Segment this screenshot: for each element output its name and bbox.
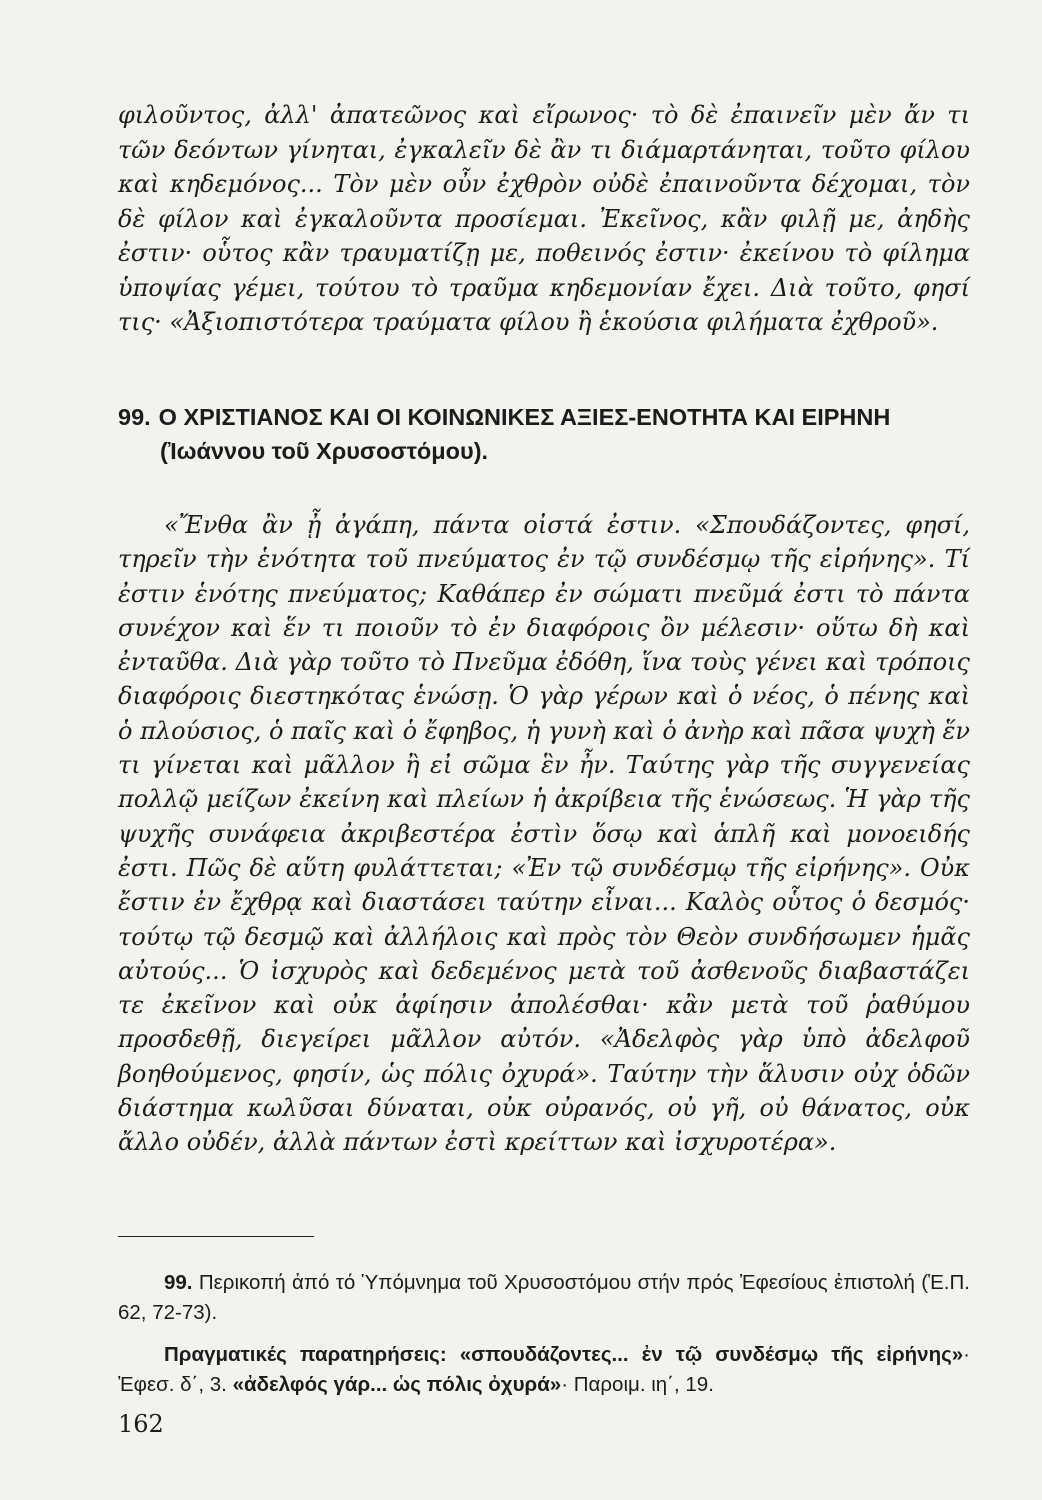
- footnote-divider: [118, 1236, 314, 1237]
- opening-paragraph-block: [118, 98, 970, 340]
- section-heading: [118, 400, 970, 468]
- section-number: 99.: [118, 404, 151, 430]
- main-passage-block: [118, 508, 970, 1160]
- footnote-number: 99.: [164, 1271, 193, 1294]
- section-title: Ο ΧΡΙΣΤΙΑΝΟΣ ΚΑΙ ΟΙ ΚΟΙΝΩΝΙΚΕΣ ΑΞΙΕΣ-ΕΝΟΤΗΤΑ ΚΑΙ ΕΙΡΗΝΗ: [158, 404, 891, 430]
- footnote-remarks: [118, 1340, 970, 1400]
- footnote-quote-2: «ἀδελφός γάρ... ὡς πόλις ὀχυρά»: [232, 1373, 562, 1396]
- main-passage: «Ἔνθα ἂν ᾖ ἀγάπη, πάντα οἰστά ἐστιν. «Σπουδάζοντες, φησί, τηρεῖν τὴν ἑνότητα τοῦ πνεύματος ἐν τῷ συνδέσμῳ τῆς εἰρήνης». Τί ἐστιν ἑνότης πνεύματος; Καθάπερ ἐν σώματι πνεῦμά ἐστι τὸ πάντα συνέχον καὶ ἕν τι ποιοῦν τὸ ἐν διαφόροις ὂν μέλεσιν· οὕτω δὴ καὶ ἐνταῦθα. Διὰ γὰρ τοῦτο τὸ Πνεῦμα ἐδόθη, ἵνα τοὺς γένει καὶ τρόποις διαφόροις διεστηκότας ἑνώσῃ. Ὁ γὰρ γέρων καὶ ὁ νέος, ὁ πένης καὶ ὁ πλούσιος, ὁ παῖς καὶ ὁ ἔφηβος, ἡ γυνὴ καὶ ὁ ἀνὴρ καὶ πᾶσα ψυχὴ ἕν τι γίνεται καὶ μᾶλλον ἢ εἰ σῶμα ἓν ἦν. Ταύτης γὰρ τῆς συγγενείας πολλῷ μείζων ἐκείνη καὶ πλείων ἡ ἀκρίβεια τῆς ἑνώσεως. Ἡ γὰρ τῆς ψυχῆς συνάφεια ἀκριβεστέρα ἐστὶν ὅσῳ καὶ ἁπλῆ καὶ μονοειδής ἐστι. Πῶς δὲ αὕτη φυλάττεται; «Ἐν τῷ συνδέσμῳ τῆς εἰρήνης». Οὐκ ἔστιν ἐν ἔχθρᾳ καὶ διαστάσει ταύτην εἶναι... Καλὸς οὗτος ὁ δεσμός· τούτῳ τῷ δεσμῷ καὶ ἀλλήλοις καὶ πρὸς τὸν Θεὸν συνδήσωμεν ἡμᾶς αὐτούς... Ὁ ἰσχυρὸς καὶ δεδεμένος μετὰ τοῦ ἀσθενοῦς διαβαστάζει τε ἐκεῖνον καὶ οὐκ ἀφίησιν ἀπολέσθαι· κἂν μετὰ τοῦ ῥαθύμου προσδεθῇ, διεγείρει μᾶλλον αὐτόν. «Ἀδελφὸς γὰρ ὑπὸ ἀδελφοῦ βοηθούμενος, φησίν, ὡς πόλις ὀχυρά». Ταύτην τὴν ἅλυσιν οὐχ ὁδῶν διάστημα κωλῦσαι δύναται, οὐκ οὐρανός, οὐ γῆ, οὐ θάνατος, οὐκ ἄλλο οὐδέν, ἀλλὰ πάντων ἐστὶ κρείττων καὶ ἰσχυροτέρα».: [118, 511, 970, 1157]
- footnote-ref-1: · Ἐφεσ. δ΄, 3.: [118, 1343, 970, 1396]
- footnote-remarks-label: Πραγματικές παρατηρήσεις:: [164, 1343, 447, 1366]
- footnote-source: [118, 1268, 970, 1328]
- page-number: 162: [118, 1410, 164, 1438]
- section-subtitle: (Ἰωάννου τοῦ Χρυσοστόμου).: [160, 438, 489, 464]
- footnote-ref-2: · Παροιμ. ιη΄, 19.: [561, 1373, 714, 1396]
- footnote-source-text: Περικοπή ἀπό τό Ὑπόμνημα τοῦ Χρυσοστόμου στήν πρός Ἐφεσίους ἐπιστολή (Ἑ.Π. 62, 72-73).: [118, 1271, 970, 1324]
- opening-paragraph: φιλοῦντος, ἀλλ' ἀπατεῶνος καὶ εἴρωνος· τὸ δὲ ἐπαινεῖν μὲν ἄν τι τῶν δεόντων γίνηται, ἐγκαλεῖν δὲ ἂν τι διάμαρτάνηται, τοῦτο φίλου καὶ κηδεμόνος... Τὸν μὲν οὖν ἐχθρὸν οὐδὲ ἐπαινοῦντα δέχομαι, τὸν δὲ φίλον καὶ ἐγκαλοῦντα προσίεμαι. Ἐκεῖνος, κἂν φιλῇ με, ἀηδὴς ἐστιν· οὗτος κἂν τραυματίζῃ με, ποθεινός ἐστιν· ἐκείνου τὸ φίλημα ὑποψίας γέμει, τούτου τὸ τραῦμα κηδεμονίαν ἔχει. Διὰ τοῦτο, φησί τις· «Ἀξιοπιστότερα τραύματα φίλου ἢ ἑκούσια φιλήματα ἐχθροῦ».: [118, 101, 970, 336]
- footnotes: [118, 1268, 970, 1400]
- footnote-quote-1: «σπουδάζοντες... ἐν τῷ συνδέσμῳ τῆς εἰρήνης»: [459, 1343, 964, 1366]
